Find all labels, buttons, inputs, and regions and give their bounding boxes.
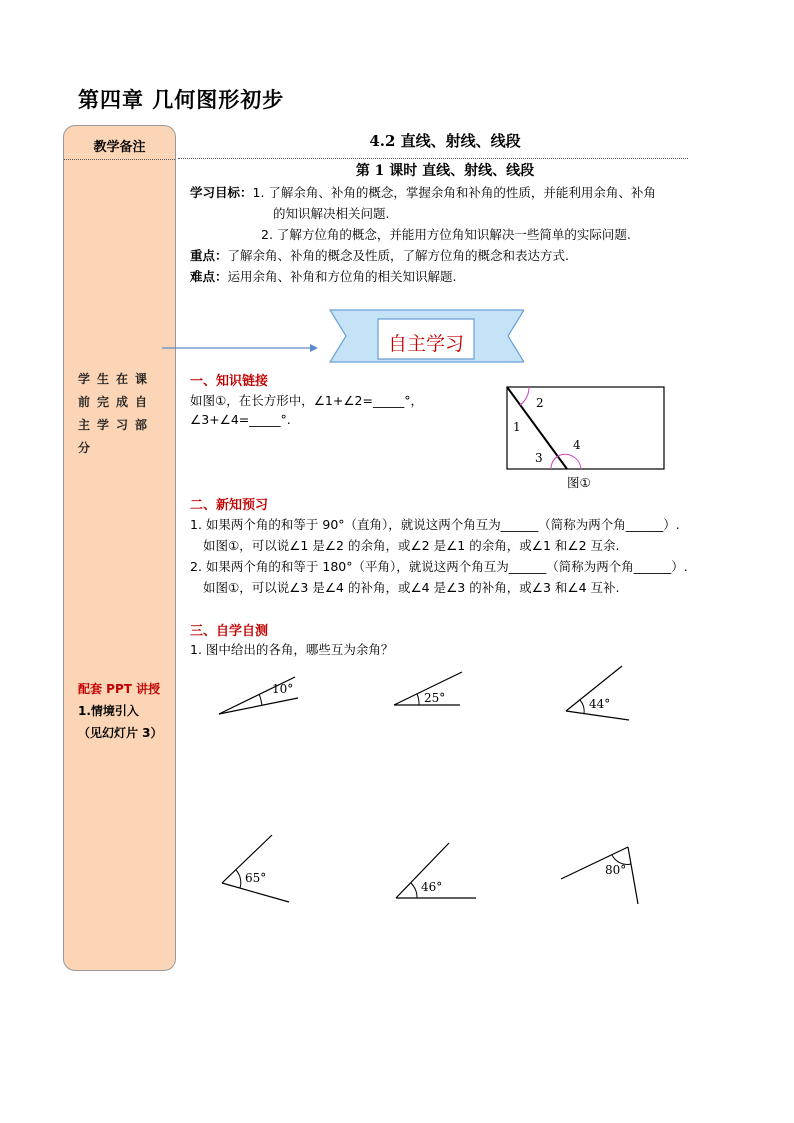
section-title: 4.2 直线、射线、线段 xyxy=(369,132,521,150)
preview-title: 二、新知预习 xyxy=(190,498,269,513)
chapter-title: 第四章 几何图形初步 xyxy=(78,87,285,112)
preview-line3: 2. 如果两个角的和等于 180°（平角），就说这两个角互为______（简称为两个角______）. xyxy=(190,559,688,574)
angle-44 xyxy=(566,666,629,720)
goal-2: 2. 了解方位角的概念，并能用方位角知识解决一些简单的实际问题. xyxy=(261,227,631,242)
banner-text: 自主学习 xyxy=(387,333,464,355)
fig1-label-4: 4 xyxy=(573,438,581,452)
sidebar-note-preclass: 学生在课前完成自主学习部分 xyxy=(78,372,155,455)
knowledge-link-title: 一、知识链接 xyxy=(190,374,269,389)
ppt-note-line1: 1.情境引入 xyxy=(78,704,139,718)
preview-line2: 如图①，可以说∠1 是∠2 的余角，或∠2 是∠1 的余角，或∠1 和∠2 互余. xyxy=(203,538,620,553)
difficulty-text: 运用余角、补角和方位角的相关知识解题. xyxy=(227,269,457,284)
knowledge-link-line1: 如图①，在长方形中，∠1+∠2=_____°， xyxy=(190,393,423,408)
fig1-caption: 图① xyxy=(567,475,591,490)
ppt-note-line2: （见幻灯片 3） xyxy=(78,726,163,740)
angle-80 xyxy=(561,847,638,904)
preview-line1: 1. 如果两个角的和等于 90°（直角），就说这两个角互为______（简称为两个角______）. xyxy=(190,517,680,532)
lesson-title: 第 1 课时 直线、射线、线段 xyxy=(355,163,535,179)
knowledge-link-line2: ∠3+∠4=_____°. xyxy=(190,412,291,427)
teaching-notes-header: 教学备注 xyxy=(93,140,146,155)
key-points-label: 重点： xyxy=(190,248,228,263)
goal-1a: 1. 了解余角、补角的概念，掌握余角和补角的性质，并能利用余角、补角 xyxy=(252,185,656,200)
fig1-label-2: 2 xyxy=(536,396,544,410)
fig1-label-3: 3 xyxy=(535,451,543,465)
angle-label-65: 65° xyxy=(245,871,267,885)
angle-label-25: 25° xyxy=(424,691,446,705)
goal-1b: 的知识解决相关问题. xyxy=(273,206,390,221)
self-test-title: 三、自学自测 xyxy=(190,624,269,639)
angle-label-10: 10° xyxy=(272,682,294,696)
fig1-label-1: 1 xyxy=(513,420,521,434)
ppt-note-title: 配套 PPT 讲授 xyxy=(78,682,161,696)
angle-label-44: 44° xyxy=(589,697,611,711)
difficulty-label: 难点： xyxy=(190,269,228,284)
angle-label-80: 80° xyxy=(605,863,627,877)
key-points-text: 了解余角、补角的概念及性质，了解方位角的概念和表达方式. xyxy=(227,248,569,263)
self-test-q1: 1. 图中给出的各角，哪些互为余角？ xyxy=(190,642,394,657)
preview-line4: 如图①，可以说∠3 是∠4 的补角，或∠4 是∠3 的补角，或∠3 和∠4 互补. xyxy=(203,580,620,595)
angle-label-46: 46° xyxy=(421,880,443,894)
goals-label: 学习目标： xyxy=(190,185,253,200)
angle-65 xyxy=(222,835,289,902)
